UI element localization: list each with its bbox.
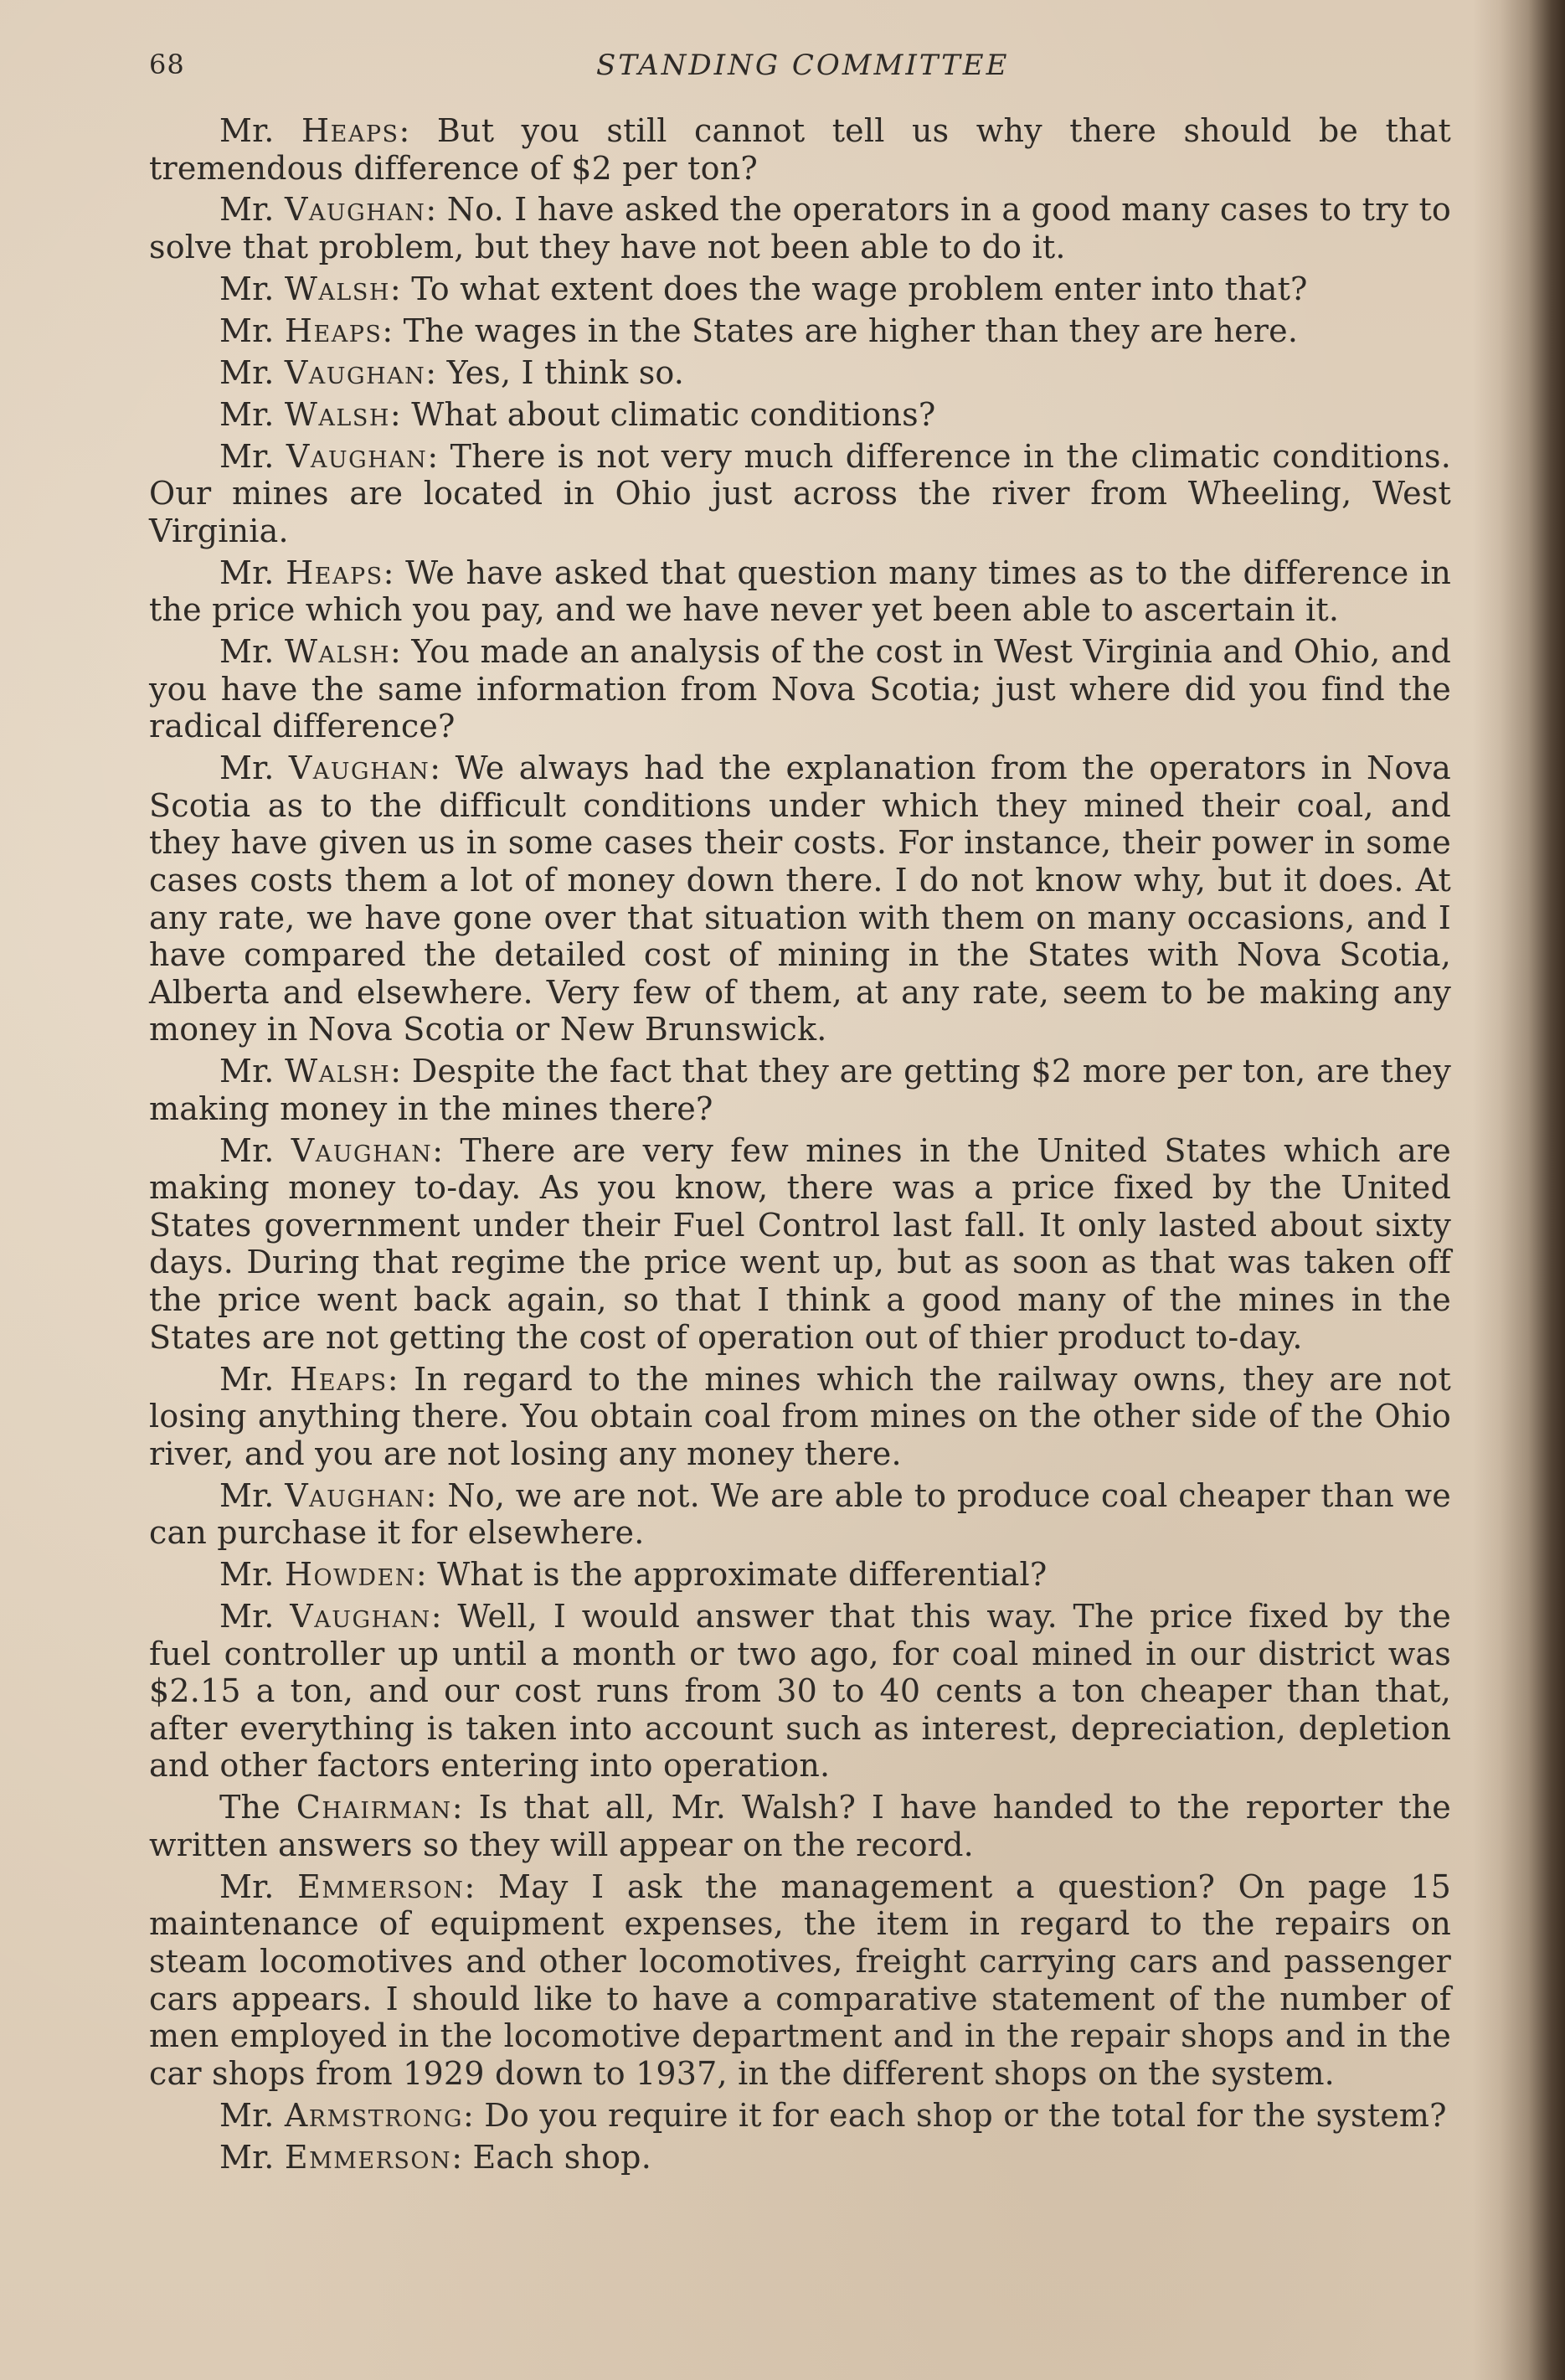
speech-text: May I ask the management a question? On page 15 maintenance of equipment expenses, the item in regard to the repairs on steam locomotives and other locomotives, freight carrying cars and passenger cars appears. I should like to have a comparative statement of the number of men employed in the locomotive department and in the repair shops and in the car shops from 1929 down to 1937, in the different shops on the system. [149,1867,1451,2092]
transcript-body [149,112,1451,2180]
speech-text: There are very few mines in the United States which are making money to-day. As you know, there was a price fixed by the United States government under their Fuel Control last fall. It only lasted about sixty days. During that regime the price went up, but as soon as that was taken off the price went back again, so that I think a good many of the mines in the States are not getting the cost of operation out of thier product to-day. [149,1131,1451,1356]
running-head: STANDING COMMITTEE [596,49,1010,82]
speech-text: To what extent does the wage problem enter into that? [411,270,1308,307]
speaker-name: Vaughan [284,191,426,229]
speech-text: No, we are not. We are able to produce coal cheaper than we can purchase it for elsewhere. [149,1476,1451,1552]
speaker-name: Emmerson [284,2138,452,2176]
speaker-name: Heaps [290,1360,388,1398]
speech-text: But you still cannot tell us why there should be that tremendous difference of $2 per ton? [149,112,1451,187]
speech-text: There is not very much difference in the climatic conditions. Our mines are located in Ohio just across the river from Wheeling, West Virginia. [149,437,1451,549]
speaker-name: Vaughan [286,437,428,475]
speaker-name: Walsh [284,633,390,671]
speaker-name: Vaughan [288,750,430,787]
speaker-name: Heaps [301,112,399,149]
transcript-paragraph: Mr. Heaps: The wages in the States are higher than they are here. [219,312,1299,349]
transcript-paragraph: The Chairman: Is that all, Mr. Walsh? I have handed to the reporter the written answers so they will appear on the record. [149,1789,1451,1863]
transcript-paragraph: Mr. Vaughan: There is not very much difference in the climatic conditions. Our mines are located in Ohio just across the river from Wheeling, West Virginia. [149,437,1451,549]
transcript-paragraph: Mr. Walsh: Despite the fact that they are getting $2 more per ton, are they making money in the mines there? [149,1053,1451,1127]
speech-text: Do you require it for each shop or the total for the system? [484,2096,1447,2134]
speech-text: Yes, I think so. [446,353,685,391]
speaker-name: Howden [284,1556,416,1594]
speech-text: We have asked that question many times as to the difference in the price which you pay, and we have never yet been able to ascertain it. [149,554,1451,629]
speech-text: We always had the explanation from the operators in Nova Scotia as to the difficult conditions under which they mined their coal, and they have given us in some cases their costs. For instance, their power in some cases costs them a lot of money down there. I do not know why, but it does. At any rate, we have gone over that situation with them on many occasions, and I have compared the detailed cost of mining in the States with Nova Scotia, Alberta and elsewhere. Very few of them, at any rate, seem to be making any money in Nova Scotia or New Brunswick. [149,750,1452,1048]
transcript-paragraph: Mr. Vaughan: No, we are not. We are able to produce coal cheaper than we can purchase it for elsewhere. [149,1476,1451,1552]
transcript-paragraph: Mr. Walsh: To what extent does the wage problem enter into that? [219,270,1308,307]
speaker-name: Vaughan [291,1131,433,1169]
transcript-paragraph: Mr. Heaps: We have asked that question many times as to the difference in the price which you pay, and we have never yet been able to ascertain it. [149,554,1451,629]
speech-text: Each shop. [472,2138,651,2176]
page-number: 68 [149,49,185,80]
speaker-name: Walsh [285,1053,391,1090]
speaker-name: Chairman [296,1789,452,1826]
speech-text: What about climatic conditions? [411,395,936,433]
speech-text: In regard to the mines which the railway owns, they are not losing anything there. You obtain coal from mines on the other side of the Ohio river, and you are not losing any money there. [149,1360,1451,1472]
speech-text: The wages in the States are higher than they are here. [403,312,1299,349]
transcript-paragraph: Mr. Heaps: In regard to the mines which the railway owns, they are not losing anything there. You obtain coal from mines on the other side of the Ohio river, and you are not losing any money there. [149,1360,1451,1472]
speaker-name: Walsh [284,395,390,433]
speech-text: You made an analysis of the cost in West Virginia and Ohio, and you have the same information from Nova Scotia; just where did you find the radical difference? [149,633,1451,745]
transcript-paragraph: Mr. Vaughan: We always had the explanation from the operators in Nova Scotia as to the difficult conditions under which they mined their coal, and they have given us in some cases their costs. For instance, their power in some cases costs them a lot of money down there. I do not know why, but it does. At any rate, we have gone over that situation with them on many occasions, and I have compared the detailed cost of mining in the States with Nova Scotia, Alberta and elsewhere. Very few of them, at any rate, seem to be making any money in Nova Scotia or New Brunswick. [149,750,1452,1048]
transcript-paragraph: Mr. Walsh: What about climatic conditions? [219,395,936,433]
transcript-paragraph: Mr. Vaughan: Yes, I think so. [219,353,685,391]
transcript-paragraph: Mr. Howden: What is the approximate differential? [219,1556,1048,1594]
speaker-name: Heaps [284,312,383,349]
transcript-paragraph: Mr. Vaughan: Well, I would answer that this way. The price fixed by the fuel controller up until a month or two ago, for coal mined in our district was $2.15 a ton, and our cost runs from 30 to 40 cents a ton cheaper than that, after everything is taken into account such as interest, depreciation, depletion and other factors entering into operation. [149,1598,1451,1785]
transcript-paragraph: Mr. Emmerson: Each shop. [219,2138,651,2176]
transcript-paragraph: Mr. Vaughan: No. I have asked the operators in a good many cases to try to solve that problem, but they have not been able to do it. [149,191,1451,266]
speaker-name: Heaps [286,554,384,591]
transcript-paragraph: Mr. Emmerson: May I ask the management a question? On page 15 maintenance of equipment expenses, the item in regard to the repairs on steam locomotives and other locomotives, freight carrying cars and passenger cars appears. I should like to have a comparative statement of the number of men employed in the locomotive department and in the repair shops and in the car shops from 1929 down to 1937, in the different shops on the system. [149,1867,1451,2092]
speech-text: Despite the fact that they are getting $2 more per ton, are they making money in the mines there? [149,1053,1451,1127]
speaker-name: Emmerson [297,1867,465,1905]
page-edge-shadow [1473,0,1565,2380]
speech-text: No. I have asked the operators in a good many cases to try to solve that problem, but they have not been able to do it. [149,191,1451,266]
transcript-paragraph: Mr. Heaps: But you still cannot tell us why there should be that tremendous difference of $2 per ton? [149,112,1451,187]
transcript-paragraph: Mr. Armstrong: Do you require it for each shop or the total for the system? [219,2096,1447,2134]
speaker-name: Walsh [284,270,390,307]
speech-text: What is the approximate differential? [437,1556,1048,1594]
transcript-paragraph: Mr. Walsh: You made an analysis of the cost in West Virginia and Ohio, and you have the same information from Nova Scotia; just where did you find the radical difference? [149,633,1451,745]
speaker-name: Vaughan [284,353,426,391]
transcript-paragraph: Mr. Vaughan: There are very few mines in the United States which are making money to-day. As you know, there was a price fixed by the United States government under their Fuel Control last fall. It only lasted about sixty days. During that regime the price went up, but as soon as that was taken off the price went back again, so that I think a good many of the mines in the States are not getting the cost of operation out of thier product to-day. [149,1131,1451,1356]
speech-text: Is that all, Mr. Walsh? I have handed to the reporter the written answers so they will appear on the record. [149,1789,1451,1863]
speaker-name: Vaughan [285,1476,426,1514]
speaker-name: Armstrong [284,2096,463,2134]
speech-text: Well, I would answer that this way. The price fixed by the fuel controller up until a month or two ago, for coal mined in our district was $2.15 a ton, and our cost runs from 30 to 40 cents a ton cheaper than that, after everything is taken into account such as interest, depreciation, depletion and other factors entering into operation. [149,1598,1451,1785]
speaker-name: Vaughan [290,1598,431,1636]
